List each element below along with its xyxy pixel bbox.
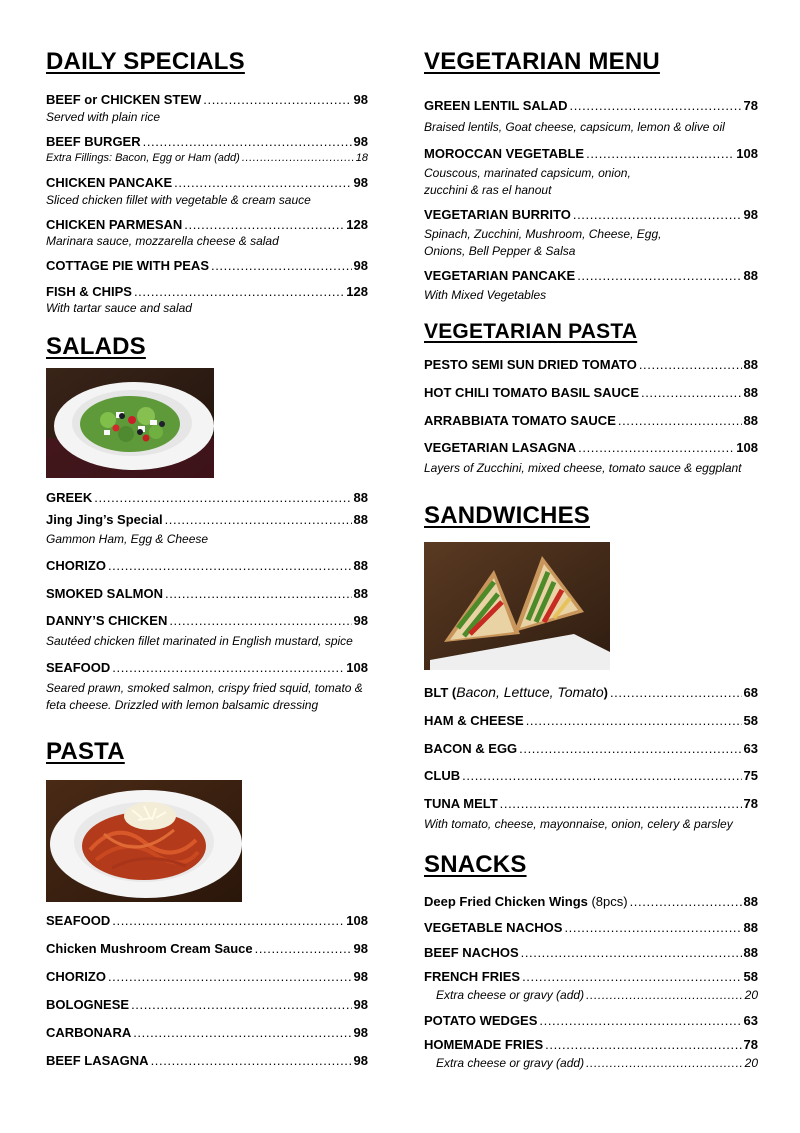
- spaghetti-photo: [46, 780, 242, 902]
- subitem-price: 18: [355, 152, 368, 164]
- item-price: 88: [743, 920, 758, 935]
- item-name: BACON & EGG: [424, 741, 518, 756]
- item-name: VEGETABLE NACHOS: [424, 920, 563, 935]
- item-price: 98: [353, 258, 368, 273]
- item-name: SEAFOOD: [46, 660, 111, 675]
- item-price: 88: [743, 268, 758, 283]
- vegetarian-pasta-heading: VEGETARIAN PASTA: [424, 320, 638, 343]
- item-name: COTTAGE PIE WITH PEAS: [46, 258, 209, 273]
- item-name: Chicken Mushroom Cream Sauce: [46, 941, 253, 956]
- menu-item: [424, 920, 758, 935]
- item-price: 98: [353, 613, 368, 628]
- menu-item: [424, 268, 758, 283]
- item-price: 88: [743, 413, 758, 428]
- item-name-extra: (8pcs): [587, 894, 628, 909]
- item-name: VEGETARIAN BURRITO: [424, 207, 571, 222]
- pasta-heading: PASTA: [46, 738, 125, 765]
- item-name: SMOKED SALMON: [46, 586, 163, 601]
- item-description: Spinach, Zucchini, Mushroom, Cheese, Egg,: [424, 227, 662, 241]
- item-description: Gammon Ham, Egg & Cheese: [46, 532, 209, 546]
- item-price: 98: [353, 997, 368, 1012]
- item-name: BEEF NACHOS: [424, 945, 519, 960]
- item-price: 98: [353, 941, 368, 956]
- item-name: BEEF LASAGNA: [46, 1053, 149, 1068]
- item-description: Couscous, marinated capsicum, onion,: [424, 166, 631, 180]
- menu-item: [424, 1037, 758, 1052]
- menu-item: [46, 613, 368, 628]
- subitem-price: 20: [744, 1056, 758, 1070]
- menu-item: [424, 146, 758, 161]
- item-description: With tartar sauce and salad: [46, 301, 192, 315]
- item-price: 88: [743, 945, 758, 960]
- item-name: [424, 684, 608, 700]
- item-name: HAM & CHEESE: [424, 713, 524, 728]
- subitem-name: Extra cheese or gravy (add): [436, 1056, 585, 1070]
- menu-item: [46, 92, 368, 107]
- menu-subitem: [46, 152, 368, 164]
- item-price: 58: [743, 969, 758, 984]
- item-name: SEAFOOD: [46, 913, 111, 928]
- item-name: CHICKEN PANCAKE: [46, 175, 173, 190]
- item-name: PESTO SEMI SUN DRIED TOMATO: [424, 357, 637, 372]
- item-price: 98: [353, 134, 368, 149]
- item-price: 88: [353, 512, 368, 527]
- item-price: 78: [743, 1037, 758, 1052]
- item-description: With Mixed Vegetables: [424, 288, 547, 302]
- item-name: HOMEMADE FRIES: [424, 1037, 544, 1052]
- salads-heading: SALADS: [46, 333, 146, 360]
- subitem-name: Extra Fillings: Bacon, Egg or Ham (add): [46, 152, 240, 164]
- menu-item: [424, 713, 758, 728]
- item-price: 98: [353, 1025, 368, 1040]
- menu-item: [46, 258, 368, 273]
- item-name-start: BLT (: [424, 685, 457, 700]
- item-description: Braised lentils, Goat cheese, capsicum, lemon & olive oil: [424, 120, 725, 134]
- item-name: Jing Jing’s Special: [46, 512, 163, 527]
- item-price: 68: [743, 685, 758, 700]
- menu-item: [424, 413, 758, 428]
- menu-item: [46, 134, 368, 149]
- menu-item: [46, 969, 368, 984]
- item-description: Seared prawn, smoked salmon, crispy fried squid, tomato &: [46, 681, 363, 695]
- item-name: DANNY’S CHICKEN: [46, 613, 168, 628]
- item-description: With tomato, cheese, mayonnaise, onion, celery & parsley: [424, 817, 733, 831]
- item-name: CHORIZO: [46, 969, 106, 984]
- menu-item: [424, 440, 758, 455]
- item-description: Marinara sauce, mozzarella cheese & salad: [46, 234, 279, 248]
- item-description: Onions, Bell Pepper & Salsa: [424, 244, 576, 258]
- subitem-name: Extra cheese or gravy (add): [436, 988, 585, 1002]
- menu-item: [424, 945, 758, 960]
- item-price: 78: [743, 796, 758, 811]
- item-price: 108: [346, 660, 368, 675]
- item-name: GREEK: [46, 490, 93, 505]
- menu-item: [424, 969, 758, 984]
- menu-item: [46, 1025, 368, 1040]
- menu-item: [424, 385, 758, 400]
- snacks-heading: SNACKS: [424, 851, 527, 878]
- item-price: 98: [353, 175, 368, 190]
- item-price: 128: [346, 217, 368, 232]
- item-name-main: Deep Fried Chicken Wings: [424, 894, 588, 909]
- sandwich-photo: [424, 542, 610, 670]
- item-price: 88: [353, 586, 368, 601]
- subitem-price: 20: [744, 988, 758, 1002]
- item-name-end: ): [603, 685, 608, 700]
- menu-item: [46, 997, 368, 1012]
- menu-subitem: [424, 988, 758, 1002]
- item-price: 98: [353, 969, 368, 984]
- menu-subitem: [424, 1056, 758, 1070]
- item-description: feta cheese. Drizzled with lemon balsamic dressing: [46, 698, 319, 712]
- menu-item: [46, 586, 368, 601]
- item-price: 63: [743, 741, 758, 756]
- item-name: GREEN LENTIL SALAD: [424, 98, 568, 113]
- item-price: 98: [353, 92, 368, 107]
- item-name: MOROCCAN VEGETABLE: [424, 146, 585, 161]
- item-name: CHICKEN PARMESAN: [46, 217, 183, 232]
- menu-item: [424, 98, 758, 113]
- item-name: CARBONARA: [46, 1025, 132, 1040]
- item-name: HOT CHILI TOMATO BASIL SAUCE: [424, 385, 639, 400]
- menu-item: [424, 894, 758, 909]
- item-name: FRENCH FRIES: [424, 969, 521, 984]
- menu-item: [424, 684, 758, 700]
- item-description: Sliced chicken fillet with vegetable & cream sauce: [46, 193, 311, 207]
- menu-item: [46, 217, 368, 232]
- item-name: TUNA MELT: [424, 796, 498, 811]
- menu-item: [46, 913, 368, 928]
- item-price: 128: [346, 284, 368, 299]
- menu-item: [46, 175, 368, 190]
- salad-photo: [46, 368, 214, 478]
- item-name: [424, 894, 628, 909]
- item-name: POTATO WEDGES: [424, 1013, 538, 1028]
- item-description: zucchini & ras el hanout: [424, 183, 552, 197]
- daily-specials-heading: DAILY SPECIALS: [46, 48, 245, 75]
- menu-item: [46, 558, 368, 573]
- item-name: BEEF BURGER: [46, 134, 141, 149]
- item-price: 58: [743, 713, 758, 728]
- menu-item: [46, 660, 368, 675]
- item-price: 108: [736, 146, 758, 161]
- vegetarian-menu-heading: VEGETARIAN MENU: [424, 48, 660, 75]
- item-name: BEEF or CHICKEN STEW: [46, 92, 202, 107]
- item-price: 108: [346, 913, 368, 928]
- item-price: 98: [743, 207, 758, 222]
- item-name-italic: Bacon, Lettuce, Tomato: [456, 684, 604, 700]
- item-name: CHORIZO: [46, 558, 106, 573]
- menu-item: [46, 512, 368, 527]
- item-description: Layers of Zucchini, mixed cheese, tomato sauce & eggplant: [424, 461, 742, 475]
- item-price: 88: [743, 894, 758, 909]
- item-price: 88: [743, 385, 758, 400]
- item-name: BOLOGNESE: [46, 997, 130, 1012]
- item-price: 88: [353, 490, 368, 505]
- sandwiches-heading: SANDWICHES: [424, 502, 591, 529]
- item-price: 88: [353, 558, 368, 573]
- item-description: Sautéed chicken fillet marinated in English mustard, spice: [46, 634, 353, 648]
- menu-item: [424, 768, 758, 783]
- menu-item: [46, 1053, 368, 1068]
- item-name: VEGETARIAN LASAGNA: [424, 440, 577, 455]
- menu-item: [424, 1013, 758, 1028]
- menu-item: [46, 941, 368, 956]
- item-price: 108: [736, 440, 758, 455]
- item-price: 98: [353, 1053, 368, 1068]
- item-name: VEGETARIAN PANCAKE: [424, 268, 576, 283]
- item-name: FISH & CHIPS: [46, 284, 132, 299]
- item-name: ARRABBIATA TOMATO SAUCE: [424, 413, 616, 428]
- menu-item: [424, 741, 758, 756]
- menu-item: [424, 207, 758, 222]
- item-price: 75: [743, 768, 758, 783]
- item-price: 78: [743, 98, 758, 113]
- menu-item: [424, 357, 758, 372]
- item-description: Served with plain rice: [46, 110, 161, 124]
- menu-item: [424, 796, 758, 811]
- menu-item: [46, 490, 368, 505]
- item-price: 63: [743, 1013, 758, 1028]
- item-price: 88: [743, 357, 758, 372]
- item-name: CLUB: [424, 768, 461, 783]
- menu-item: [46, 284, 368, 299]
